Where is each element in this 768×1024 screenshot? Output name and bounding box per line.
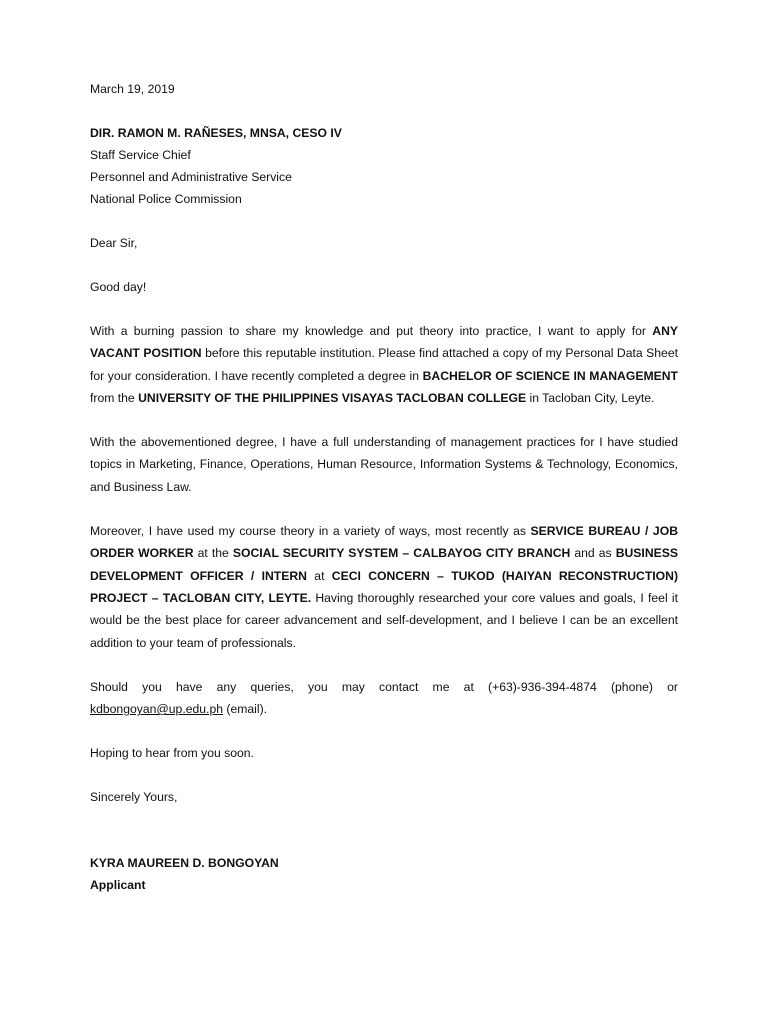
recipient-name: DIR. RAMON M. RAÑESES, MNSA, CESO IV (90, 126, 342, 140)
paragraph-application: With a burning passion to share my knowledge and put theory into practice, I want to apply for ANY VACANT POSITION before this reputable institution. Please find attached a copy of my Personal Data Sheet for your consideration. I have recently completed a degree in BACHELOR OF SCIENCE IN MANAGEMENT from the UNIVERSITY OF THE PHILIPPINES VISAYAS TACLOBAN COLLEGE in Tacloban City, Leyte. (90, 324, 679, 405)
signature-role: Applicant (90, 878, 146, 893)
recipient-organization: National Police Commission (90, 192, 242, 206)
email-link[interactable]: kdbongoyan@up.edu.ph (90, 702, 224, 717)
greeting: Good day! (90, 280, 147, 294)
closing-remark: Hoping to hear from you soon. (90, 746, 254, 761)
closing: Sincerely Yours, (90, 790, 178, 805)
salutation: Dear Sir, (90, 236, 138, 250)
paragraph-experience: Moreover, I have used my course theory in a variety of ways, most recently as SERVICE BUREAU / JOB ORDER WORKER at the SOCIAL SECURITY SYSTEM – CALBAYOG CITY BRANCH and as BUSINESS DEVELOPMENT OFFICER / INTERN at CECI CONCERN – TUKOD (HAIYAN RECONSTRUCTION) PROJECT – TACLOBAN CITY, LEYTE. Having thoroughly researched your core values and goals, I feel it would be the best place for career advancement and self-development, and I believe I can be an excellent addition to your team of professionals. (90, 524, 679, 650)
letter-date: March 19, 2019 (90, 82, 175, 96)
recipient-department: Personnel and Administrative Service (90, 170, 292, 184)
recipient-address (90, 122, 678, 210)
signature-name: KYRA MAUREEN D. BONGOYAN (90, 856, 279, 871)
signature-block (90, 852, 678, 896)
recipient-title: Staff Service Chief (90, 148, 191, 162)
paragraph-contact: Should you have any queries, you may contact me at (+63)-936-394-4874 (phone) or kdbongoyan@up.edu.ph (email). (90, 679, 678, 717)
paragraph-degree: With the abovementioned degree, I have a full understanding of management practices for I have studied topics in Marketing, Finance, Operations, Human Resource, Information Systems & Technology, Economics, and Business Law. (90, 435, 678, 494)
